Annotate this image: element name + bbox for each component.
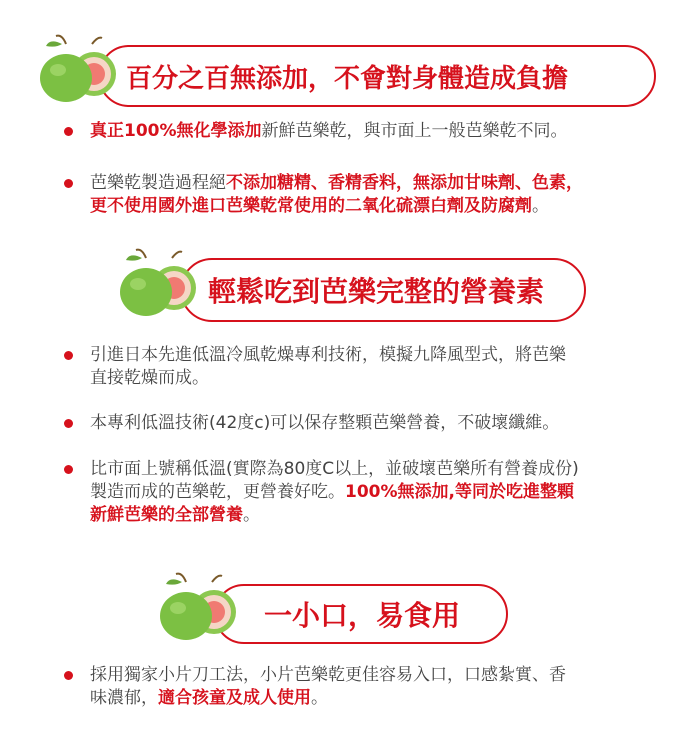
section-3-title: 一小口，易食用 — [264, 599, 461, 632]
section-3-title-pill — [214, 584, 508, 644]
bullet-text: 比市面上號稱低溫(實際為80度C以上，並破壞芭樂所有營養成份) 製造而成的芭樂乾，更營養好吃。100%無添加,等同於吃進整顆 新鮮芭樂的全部營養。 — [90, 459, 579, 525]
section-2-title: 輕鬆吃到芭樂完整的營養素 — [208, 275, 545, 308]
list-item — [64, 120, 568, 143]
bullet-dot — [64, 419, 73, 428]
bullet-text: 本專利低溫技術(42度c)可以保存整顆芭樂營養，不破壞纖維。 — [90, 413, 560, 433]
guava-fruit-icon — [32, 34, 118, 106]
bullet-dot — [64, 351, 73, 360]
bullet-text: 採用獨家小片刀工法，小片芭樂乾更佳容易入口，口感紮實、香 味濃郁，適合孩童及成人使用。 — [90, 665, 566, 708]
list-item — [64, 412, 559, 435]
section-1-title: 百分之百無添加，不會對身體造成負擔 — [126, 63, 569, 94]
bullet-dot — [64, 465, 73, 474]
list-item — [64, 344, 566, 390]
guava-fruit-icon — [152, 572, 238, 644]
bullet-text: 芭樂乾製造過程絕不添加糖精、香精香料，無添加甘味劑、色素， 更不使用國外進口芭樂乾常使用的二氧化硫漂白劑及防腐劑。 — [90, 173, 583, 216]
guava-fruit-icon — [112, 248, 198, 320]
bullet-dot — [64, 179, 73, 188]
bullet-text: 真正100%無化學添加新鮮芭樂乾，與市面上一般芭樂乾不同。 — [90, 121, 568, 141]
list-item — [64, 458, 579, 527]
bullet-dot — [64, 671, 73, 680]
list-item — [64, 172, 583, 218]
bullet-text: 引進日本先進低溫冷風乾燥專利技術，模擬九降風型式，將芭樂 直接乾燥而成。 — [90, 345, 566, 388]
section-1-title-pill — [98, 45, 656, 107]
bullet-dot — [64, 127, 73, 136]
section-2-title-pill — [180, 258, 586, 322]
list-item — [64, 664, 566, 710]
